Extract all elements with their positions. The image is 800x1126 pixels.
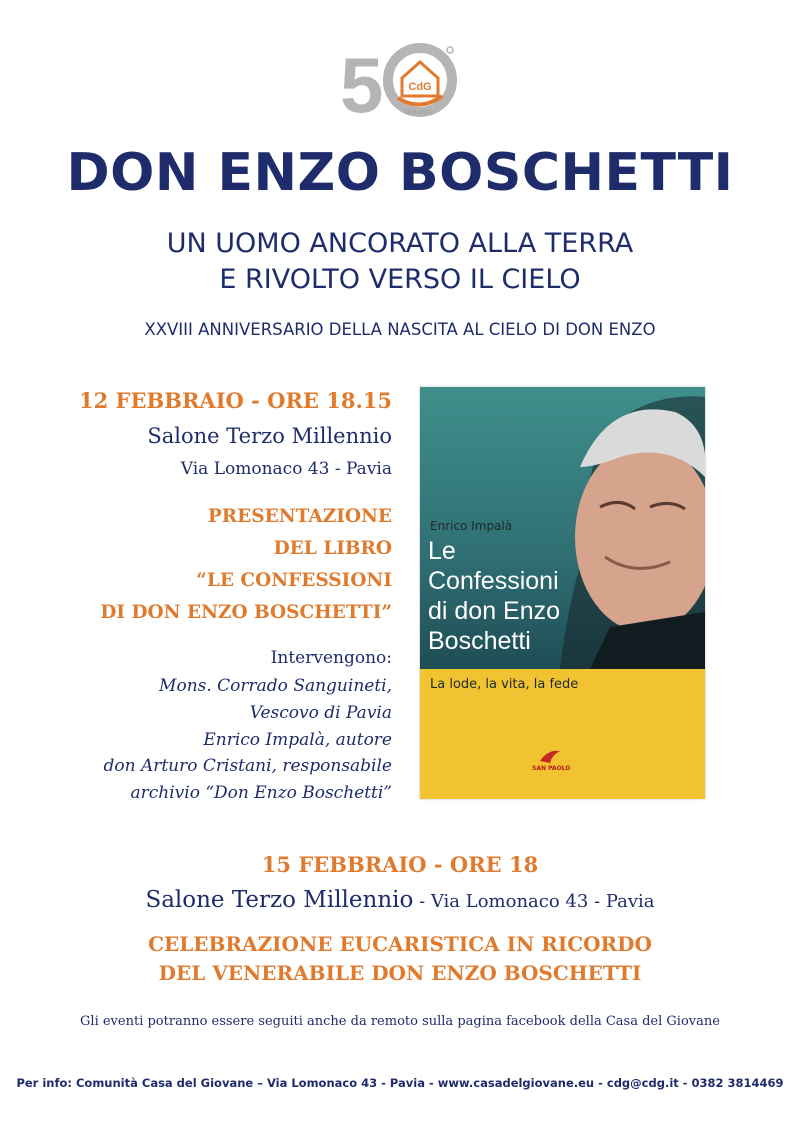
book-title-line: di don Enzo <box>428 597 561 625</box>
speaker-line: Enrico Impalà, autore <box>203 730 392 750</box>
speaker-line: archivio “Don Enzo Boschetti” <box>130 783 392 803</box>
event1-address: Via Lomonaco 43 - Pavia <box>180 459 392 479</box>
footer-info: Per info: Comunità Casa del Giovane – Via Lomonaco 43 - Pavia - www.casadelgiovane.eu - cdg@cdg.it - 0382 3814469 <box>16 1076 784 1090</box>
celebration-line-1: CELEBRAZIONE EUCARISTICA IN RICORDO <box>148 932 652 956</box>
event2-date: 15 FEBBRAIO - ORE 18 <box>261 852 539 877</box>
celebration-line-2: DEL VENERABILE DON ENZO BOSCHETTI <box>158 961 642 985</box>
svg-text:5: 5 <box>340 41 384 120</box>
event1-venue: Salone Terzo Millennio <box>147 424 392 448</box>
subtitle-line-1: UN UOMO ANCORATO ALLA TERRA <box>166 228 634 259</box>
book-title-line: Confessioni <box>428 567 559 595</box>
anniversary-line: XXVIII ANNIVERSARIO DELLA NASCITA AL CIELO DI DON ENZO <box>144 320 656 339</box>
page-title: DON ENZO BOSCHETTI <box>66 143 734 203</box>
book-subtitle: La lode, la vita, la fede <box>430 677 579 692</box>
book-author: Enrico Impalà <box>430 519 513 533</box>
speaker-line: Vescovo di Pavia <box>249 703 392 723</box>
speaker-line: Mons. Corrado Sanguineti, <box>159 676 392 696</box>
book-cover <box>420 387 705 799</box>
svg-text:CdG: CdG <box>408 81 432 93</box>
remote-note: Gli eventi potranno essere seguiti anche da remoto sulla pagina facebook della Casa del Giovane <box>80 1014 720 1029</box>
event1-date: 12 FEBBRAIO - ORE 18.15 <box>79 388 392 413</box>
event2-address: - Via Lomonaco 43 - Pavia <box>413 891 655 912</box>
book-publisher: SAN PAOLO <box>532 765 571 772</box>
logo-years: 1971-2021 <box>404 110 432 116</box>
speaker-line: don Arturo Cristani, responsabile <box>103 756 392 776</box>
publisher-logo-icon <box>538 747 562 765</box>
cdg-50-anniversary-logo <box>340 40 460 120</box>
book-title-line: Boschetti <box>428 627 531 655</box>
presentation-line: “LE CONFESSIONI <box>196 570 392 591</box>
presentation-line: PRESENTAZIONE <box>207 506 392 527</box>
event2-location <box>0 887 800 913</box>
book-title-line: Le <box>428 537 456 565</box>
subtitle-line-2: E RIVOLTO VERSO IL CIELO <box>219 264 581 295</box>
presentation-line: DEL LIBRO <box>273 538 392 559</box>
event2-venue: Salone Terzo Millennio <box>145 887 414 913</box>
presentation-line: DI DON ENZO BOSCHETTI” <box>100 602 392 623</box>
speakers-label: Intervengono: <box>270 648 392 668</box>
